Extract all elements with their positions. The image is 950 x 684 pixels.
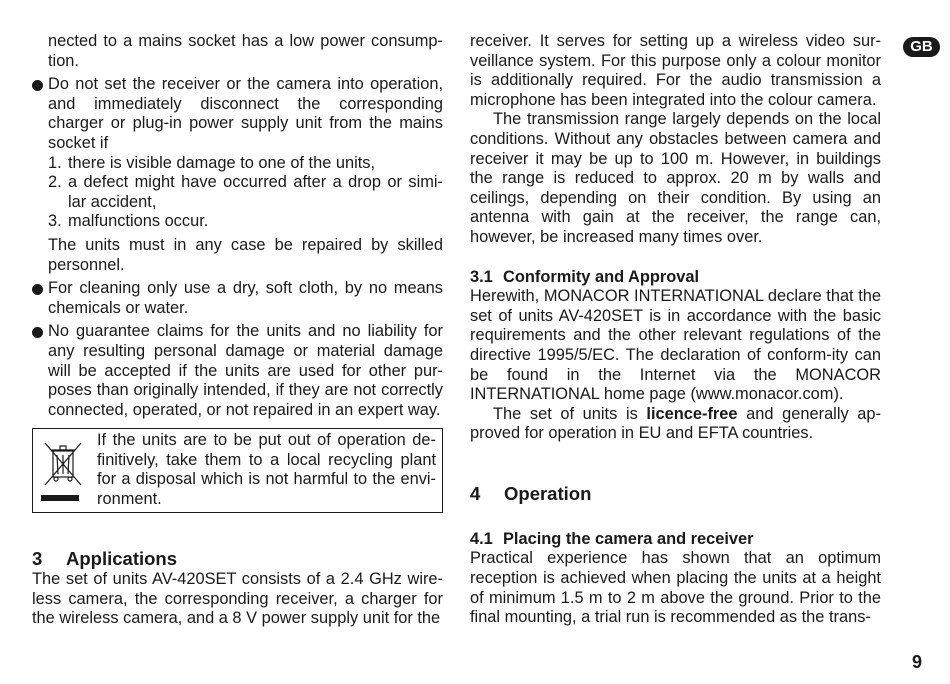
recycling-text: If the units are to be put out of operation de-finitively, take them to a local recycling plant for a disposal which is not harmful to the envi-ronment.	[97, 431, 436, 509]
right-column	[470, 32, 881, 628]
section-number: 3	[32, 548, 43, 570]
section-number: 3.1	[470, 267, 493, 286]
section-4-1-heading	[470, 530, 881, 550]
applications-paragraph: The set of units AV-420SET consists of a 2.4 GHz wire-less camera, the corresponding receiver, a charger for the wireless camera, and a 8 V power supply unit for the	[32, 570, 443, 628]
licence-text-post: and generally ap-proved for operation in EU and EFTA countries.	[470, 404, 881, 443]
bullet-text: Do not set the receiver or the camera into operation, and immediately disconnect the corresponding charger or plug-in power supply unit from the mains socket if	[48, 75, 443, 152]
section-3-1-heading	[470, 268, 881, 288]
section-title: Placing the camera and receiver	[503, 529, 754, 548]
safety-bullet-list	[32, 75, 443, 420]
conformity-paragraph: Herewith, MONACOR INTERNATIONAL declare that the set of units AV-420SET is in accordance with the basic requirements and the other relevant regulations of the directive 1995/5/EC. The declaration of conform-ity can be found in the Internet via the MONACOR INTERNATIONAL home page (www.monacor.com).	[470, 287, 881, 404]
list-item	[48, 154, 443, 174]
bullet-text: For cleaning only use a dry, soft cloth, by no means chemicals or water.	[48, 279, 443, 317]
list-text: malfunctions occur.	[68, 212, 209, 231]
list-text: there is visible damage to one of the units,	[68, 153, 376, 172]
crossed-out-bin-icon	[41, 437, 87, 507]
section-3-heading	[32, 548, 443, 570]
list-number: 1.	[48, 153, 62, 172]
page-number: 9	[912, 652, 923, 672]
bullet-item-guarantee	[32, 322, 443, 420]
section-number: 4	[470, 482, 481, 504]
list-item	[48, 212, 443, 232]
section-title: Conformity and Approval	[503, 267, 700, 286]
placing-paragraph: Practical experience has shown that an optimum reception is achieved when placing the units at a height of minimum 1.5 m to 2 m above the ground. Prior to the final mounting, a trial run is recommended as the trans-	[470, 549, 881, 627]
section-number: 4.1	[470, 529, 493, 548]
section-title: Operation	[504, 482, 592, 504]
list-item	[48, 173, 443, 212]
receiver-paragraph: receiver. It serves for setting up a wireless video sur-veillance system. For this purpose only a colour monitor is additionally required. For the audio transmission a microphone has been integrated into the colour camera.	[470, 32, 881, 109]
licence-free-bold: licence-free	[646, 404, 738, 423]
section-title: Applications	[66, 548, 178, 570]
left-column	[32, 32, 443, 629]
bullet-item-disconnect	[32, 75, 443, 275]
section-4-heading	[470, 483, 881, 505]
bullet-text: No guarantee claims for the units and no liability for any resulting personal damage or material damage will be accepted if the units are used for other pur-poses than originally intended, if they are not correctly connected, operated, or not repaired in an expert way.	[48, 322, 443, 419]
numbered-list	[48, 154, 443, 232]
language-badge: GB	[903, 37, 940, 57]
range-paragraph: The transmission range largely depends on the local conditions. Without any obstacles between camera and receiver it may be up to 100 m. However, in buildings the range is reduced to approx. 20 m by walls and ceilings, depending on their condition. By using an antenna with gain at the receiver, the range can, however, be increased many times over.	[470, 110, 881, 246]
licence-text-pre: The set of units is	[493, 404, 647, 423]
list-text: a defect might have occurred after a drop or simi-lar accident,	[68, 173, 443, 211]
repair-note: The units must in any case be repaired by skilled personnel.	[48, 235, 443, 274]
continued-text: nected to a mains socket has a low power consump-tion.	[48, 32, 443, 70]
list-number: 3.	[48, 212, 62, 231]
bullet-item-cleaning	[32, 279, 443, 318]
list-number: 2.	[48, 173, 62, 192]
licence-paragraph	[470, 405, 881, 444]
recycling-notice-box	[32, 428, 443, 513]
